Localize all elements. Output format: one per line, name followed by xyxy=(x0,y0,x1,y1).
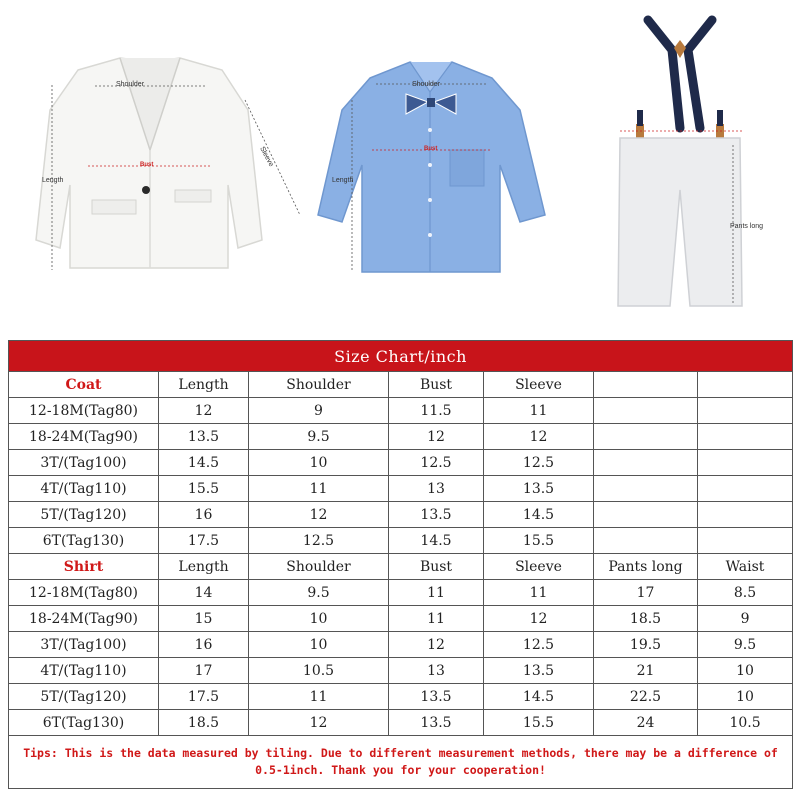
measurement-cell: 19.5 xyxy=(594,632,698,658)
size-label-cell: 12-18M(Tag80) xyxy=(9,398,159,424)
measurement-cell xyxy=(594,528,698,554)
pants-long-label: Pants long xyxy=(730,223,764,230)
measurement-cell xyxy=(698,502,793,528)
measurement-cell: 13.5 xyxy=(389,684,484,710)
measurement-cell: 13.5 xyxy=(159,424,249,450)
size-label-cell: 4T/(Tag110) xyxy=(9,476,159,502)
coat-image xyxy=(36,58,300,270)
measurement-cell: 15.5 xyxy=(484,710,594,736)
measurement-cell: 14 xyxy=(159,580,249,606)
measurement-cell: 11 xyxy=(249,684,389,710)
measurement-cell: 14.5 xyxy=(159,450,249,476)
measurement-cell: 17 xyxy=(159,658,249,684)
table-title-row xyxy=(9,341,793,372)
size-label-cell: 18-24M(Tag90) xyxy=(9,606,159,632)
measurement-cell: 11 xyxy=(249,476,389,502)
shirt-category-label: Shirt xyxy=(9,554,159,580)
measurement-cell: 12 xyxy=(484,424,594,450)
measurement-cell: 15.5 xyxy=(484,528,594,554)
measurement-cell: 12 xyxy=(484,606,594,632)
measurement-cell: 11 xyxy=(389,580,484,606)
size-label-cell: 5T/(Tag120) xyxy=(9,684,159,710)
coat-column-header xyxy=(594,372,698,398)
coat-header-row xyxy=(9,372,793,398)
shirt-column-header: Bust xyxy=(389,554,484,580)
size-label-cell: 3T/(Tag100) xyxy=(9,632,159,658)
measurement-cell: 13.5 xyxy=(484,658,594,684)
measurement-cell: 13.5 xyxy=(389,502,484,528)
garments-svg xyxy=(0,0,800,330)
shirt-column-header: Waist xyxy=(698,554,793,580)
measurement-cell: 13 xyxy=(389,476,484,502)
measurement-cell: 14.5 xyxy=(484,502,594,528)
measurement-cell: 9 xyxy=(698,606,793,632)
measurement-cell: 9.5 xyxy=(698,632,793,658)
shirt-column-header: Pants long xyxy=(594,554,698,580)
measurement-cell: 10 xyxy=(698,658,793,684)
measurement-cell: 12 xyxy=(389,632,484,658)
size-chart-title: Size Chart/inch xyxy=(9,341,793,372)
measurement-cell: 12 xyxy=(249,502,389,528)
measurement-cell: 21 xyxy=(594,658,698,684)
measurement-cell: 9 xyxy=(249,398,389,424)
shirt-image xyxy=(318,62,545,272)
shirt-column-header: Length xyxy=(159,554,249,580)
coat-column-header: Sleeve xyxy=(484,372,594,398)
coat-sleeve-label: Sleeve xyxy=(258,145,275,168)
measurement-cell: 13 xyxy=(389,658,484,684)
measurement-cell: 12.5 xyxy=(389,450,484,476)
shirt-column-header: Sleeve xyxy=(484,554,594,580)
coat-column-header: Shoulder xyxy=(249,372,389,398)
table-row xyxy=(9,710,793,736)
coat-length-label: Length xyxy=(42,177,64,184)
pants-image xyxy=(618,20,763,306)
tips-text: Tips: This is the data measured by tiling. Due to different measurement methods, there may be a difference of 0.5-1inch. Thank you for your cooperation! xyxy=(9,736,793,789)
measurement-cell: 14.5 xyxy=(389,528,484,554)
table-row xyxy=(9,502,793,528)
size-label-cell: 6T(Tag130) xyxy=(9,528,159,554)
measurement-cell xyxy=(698,450,793,476)
measurement-cell: 12 xyxy=(249,710,389,736)
measurement-cell: 10 xyxy=(249,606,389,632)
measurement-cell xyxy=(594,502,698,528)
shirt-header-row xyxy=(9,554,793,580)
size-label-cell: 18-24M(Tag90) xyxy=(9,424,159,450)
measurement-cell: 13.5 xyxy=(389,710,484,736)
measurement-cell: 15 xyxy=(159,606,249,632)
measurement-cell: 11 xyxy=(389,606,484,632)
shirt-shoulder-label: Shoulder xyxy=(412,81,441,88)
coat-column-header: Bust xyxy=(389,372,484,398)
measurement-cell: 12.5 xyxy=(484,450,594,476)
table-row xyxy=(9,658,793,684)
shirt-column-header: Shoulder xyxy=(249,554,389,580)
size-label-cell: 3T/(Tag100) xyxy=(9,450,159,476)
measurement-cell xyxy=(594,398,698,424)
coat-bust-label: Bust xyxy=(140,162,154,168)
tips-row xyxy=(9,736,793,789)
measurement-cell: 13.5 xyxy=(484,476,594,502)
measurement-cell xyxy=(594,450,698,476)
shirt-length-label: Length xyxy=(332,177,354,184)
measurement-cell: 17 xyxy=(594,580,698,606)
measurement-cell xyxy=(698,528,793,554)
measurement-cell: 9.5 xyxy=(249,580,389,606)
measurement-cell: 12.5 xyxy=(249,528,389,554)
measurement-cell: 10 xyxy=(249,632,389,658)
measurement-cell: 11 xyxy=(484,398,594,424)
coat-shoulder-label: Shoulder xyxy=(116,81,145,88)
table-row xyxy=(9,528,793,554)
measurement-cell: 12 xyxy=(159,398,249,424)
measurement-cell xyxy=(698,476,793,502)
table-row xyxy=(9,580,793,606)
measurement-cell: 12 xyxy=(389,424,484,450)
size-label-cell: 4T/(Tag110) xyxy=(9,658,159,684)
measurement-cell: 11 xyxy=(484,580,594,606)
table-row xyxy=(9,632,793,658)
measurement-cell: 11.5 xyxy=(389,398,484,424)
measurement-cell: 8.5 xyxy=(698,580,793,606)
coat-category-label: Coat xyxy=(9,372,159,398)
measurement-cell: 9.5 xyxy=(249,424,389,450)
measurement-cell: 17.5 xyxy=(159,684,249,710)
measurement-cell: 24 xyxy=(594,710,698,736)
measurement-cell: 14.5 xyxy=(484,684,594,710)
measurement-cell: 10.5 xyxy=(698,710,793,736)
measurement-cell: 10 xyxy=(698,684,793,710)
measurement-cell xyxy=(698,424,793,450)
size-label-cell: 12-18M(Tag80) xyxy=(9,580,159,606)
size-chart-table xyxy=(8,340,793,789)
measurement-cell: 10.5 xyxy=(249,658,389,684)
table-row xyxy=(9,424,793,450)
measurement-cell: 16 xyxy=(159,502,249,528)
measurement-cell: 12.5 xyxy=(484,632,594,658)
measurement-cell: 16 xyxy=(159,632,249,658)
measurement-cell: 10 xyxy=(249,450,389,476)
coat-column-header xyxy=(698,372,793,398)
coat-column-header: Length xyxy=(159,372,249,398)
table-row xyxy=(9,398,793,424)
measurement-cell: 17.5 xyxy=(159,528,249,554)
measurement-cell xyxy=(594,424,698,450)
measurement-cell xyxy=(698,398,793,424)
measurement-cell: 18.5 xyxy=(594,606,698,632)
size-label-cell: 6T(Tag130) xyxy=(9,710,159,736)
table-row xyxy=(9,476,793,502)
measurement-cell: 18.5 xyxy=(159,710,249,736)
product-illustrations xyxy=(0,0,800,330)
measurement-cell: 22.5 xyxy=(594,684,698,710)
measurement-cell xyxy=(594,476,698,502)
table-row xyxy=(9,606,793,632)
table-row xyxy=(9,450,793,476)
shirt-bust-label: Bust xyxy=(424,146,438,152)
measurement-cell: 15.5 xyxy=(159,476,249,502)
size-label-cell: 5T/(Tag120) xyxy=(9,502,159,528)
table-row xyxy=(9,684,793,710)
